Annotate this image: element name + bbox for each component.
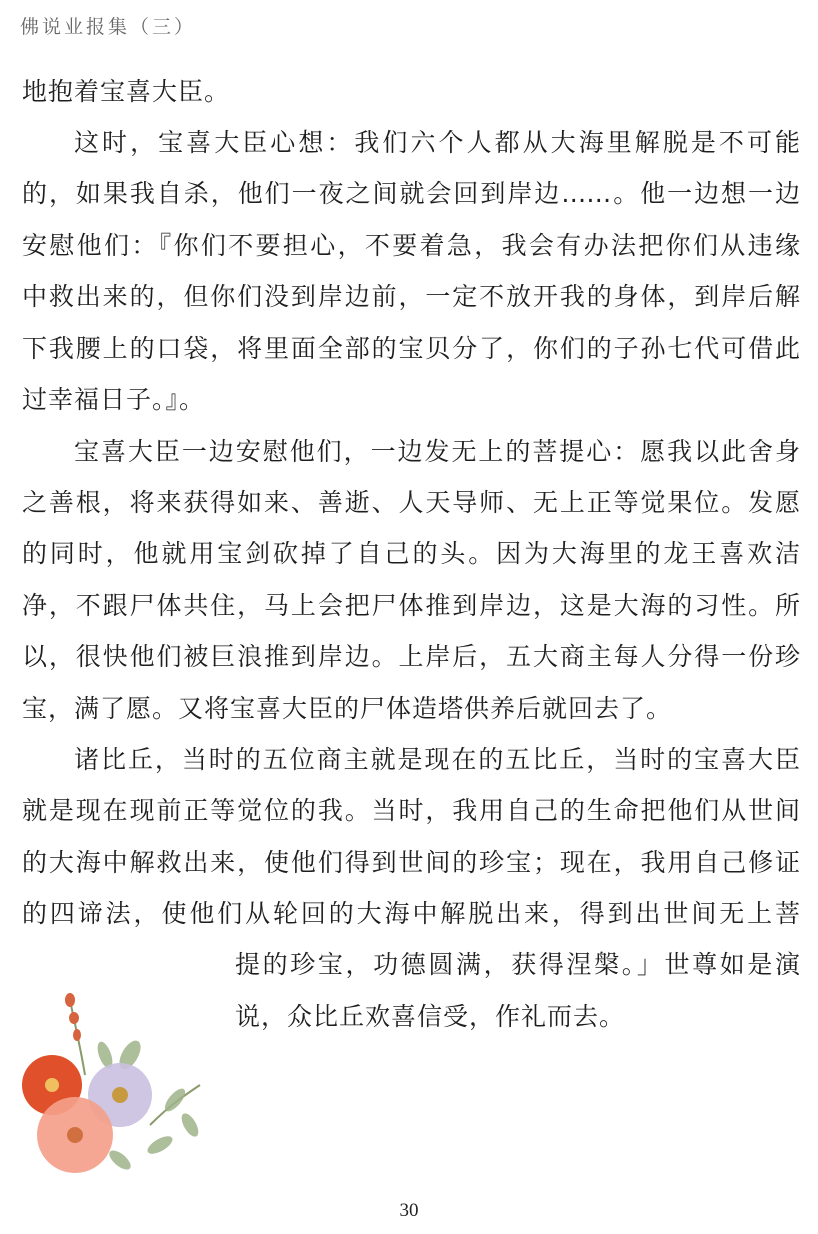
text-line: 就是现在现前正等觉位的我。当时，我用自己的生命把他们从世间 [22, 796, 800, 825]
text-line: 说，众比丘欢喜信受，作礼而去。 [235, 1002, 626, 1031]
text-line: 的同时，他就用宝剑砍掉了自己的头。因为大海里的龙王喜欢洁 [22, 539, 800, 568]
text-line: 宝喜大臣一边安慰他们，一边发无上的菩提心：愿我以此舍身 [74, 437, 800, 466]
text-line: 这时，宝喜大臣心想：我们六个人都从大海里解脱是不可能 [74, 128, 800, 157]
flower-illustration [10, 985, 210, 1185]
text-line: 净，不跟尸体共住，马上会把尸体推到岸边，这是大海的习性。所 [22, 591, 800, 620]
text-line: 以，很快他们被巨浪推到岸边。上岸后，五大商主每人分得一份珍 [22, 642, 800, 671]
text-line: 过幸福日子。』。 [22, 385, 206, 414]
text-line: 地抱着宝喜大臣。 [22, 77, 231, 106]
buds-icon [65, 993, 81, 1041]
text-line: 提的珍宝，功德圆满，获得涅槃。」世尊如是演 [235, 950, 800, 979]
pink-flower-icon [37, 1097, 113, 1173]
text-line: 诸比丘，当时的五位商主就是现在的五比丘，当时的宝喜大臣 [74, 745, 800, 774]
text-line: 之善根，将来获得如来、善逝、人天导师、无上正等觉果位。发愿 [22, 488, 800, 517]
text-line: 的大海中解救出来，使他们得到世间的珍宝；现在，我用自己修证 [22, 848, 800, 877]
text-line: 宝，满了愿。又将宝喜大臣的尸体造塔供养后就回去了。 [22, 694, 673, 723]
running-header: 佛说业报集（三） [20, 16, 197, 38]
text-line: 中救出来的，但你们没到岸边前，一定不放开我的身体，到岸后解 [22, 282, 800, 311]
text-line: 下我腰上的口袋，将里面全部的宝贝分了，你们的子孙七代可借此 [22, 334, 800, 363]
text-line: 的，如果我自杀，他们一夜之间就会回到岸边……。他一边想一边 [22, 179, 800, 208]
text-line: 的四谛法，使他们从轮回的大海中解脱出来，得到出世间无上菩 [22, 899, 800, 928]
text-line: 安慰他们：『你们不要担心，不要着急，我会有办法把你们从违缘 [22, 231, 800, 260]
page-number: 30 [399, 1200, 419, 1221]
